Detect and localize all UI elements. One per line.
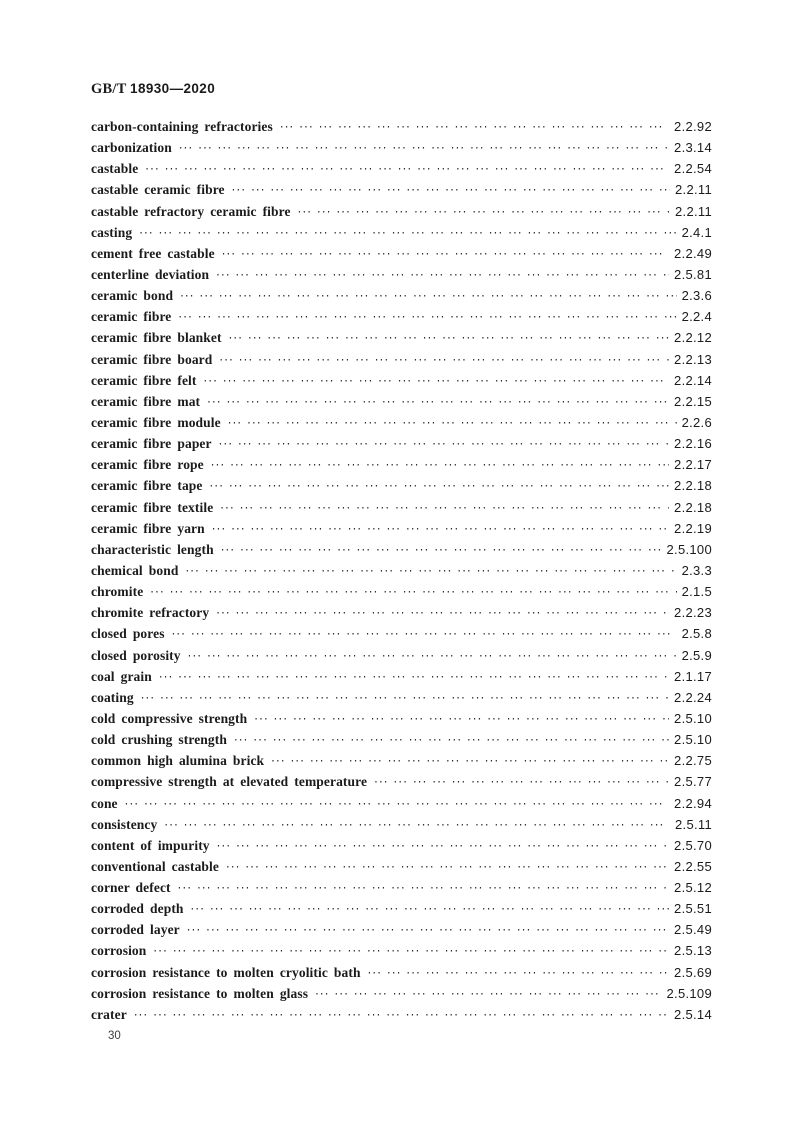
index-entry [91,477,712,498]
index-ref: 2.2.4 [681,309,712,325]
index-term: ceramic fibre board [91,351,213,367]
index-ref: 2.2.11 [675,203,712,219]
dot-leader [216,266,669,284]
index-term: coal grain [91,668,152,684]
dot-leader [188,647,677,665]
index-entry [91,625,712,646]
dot-leader [139,224,676,242]
index-ref: 2.5.69 [674,964,712,980]
index-ref: 2.5.70 [674,837,712,853]
dot-leader [368,964,669,982]
dot-leader [125,795,669,813]
index-ref: 2.5.51 [674,901,712,917]
index-term: ceramic fibre yarn [91,520,205,536]
dot-leader [220,499,669,517]
index-entry [91,456,712,477]
dot-leader [216,604,669,622]
index-ref: 2.5.77 [674,774,712,790]
index-term: ceramic fibre rope [91,457,204,473]
dot-leader [254,710,669,728]
index-entry [91,879,712,900]
index-ref: 2.2.11 [675,182,712,198]
index-term: chromite [91,584,144,600]
index-ref: 2.5.100 [666,541,712,557]
index-term: corrosion resistance to molten glass [91,985,309,1001]
index-term: carbonization [91,140,172,156]
index-term: ceramic fibre felt [91,372,197,388]
index-entry [91,118,712,139]
index-ref: 2.2.6 [681,414,712,430]
index-entry [91,414,712,435]
index-entry [91,731,712,752]
index-ref: 2.2.16 [674,436,712,452]
index-ref: 2.2.18 [674,499,712,515]
index-entry [91,287,712,308]
index-entry [91,837,712,858]
index-ref: 2.5.14 [674,1006,712,1022]
standard-code-prefix: GB/T [91,81,127,97]
index-term: cement free castable [91,245,215,261]
index-ref: 2.3.14 [674,140,712,156]
index-ref: 2.5.12 [674,880,712,896]
index-entry [91,858,712,879]
index-entry [91,1006,712,1027]
index-term: ceramic fibre [91,309,172,325]
dot-leader [178,308,676,326]
index-term: carbon-containing refractories [91,119,273,134]
index-term: casting [91,224,133,240]
index-term: centerline deviation [91,266,210,282]
index-ref: 2.2.19 [674,520,712,536]
index-ref: 2.2.55 [674,858,712,874]
index-term: ceramic fibre blanket [91,330,222,346]
index-entry [91,668,712,689]
dot-leader [221,541,662,559]
index-term: ceramic bond [91,288,174,304]
index-entry [91,224,712,245]
dot-leader [217,837,669,855]
index-term: consistency [91,816,158,832]
index-entry [91,329,712,350]
index-ref: 2.2.75 [674,753,712,769]
dot-leader [219,435,669,453]
index-term: common high alumina brick [91,753,265,769]
index-ref: 2.5.13 [674,943,712,959]
index-entry [91,562,712,583]
index-ref: 2.2.15 [674,393,712,409]
index-term: coating [91,689,134,705]
dot-leader [134,1006,669,1024]
index-entry [91,372,712,393]
index-term: ceramic fibre mat [91,393,201,409]
index-ref: 2.2.92 [674,119,712,134]
dot-leader [204,372,670,390]
index-entry [91,816,712,837]
index-entry [91,245,712,266]
index-entry [91,583,712,604]
dot-leader [172,625,677,643]
index-ref: 2.5.10 [674,710,712,726]
index-term: content of impurity [91,837,210,853]
index-term: closed pores [91,626,165,642]
index-entry [91,964,712,985]
index-entry [91,604,712,625]
index-term: castable ceramic fibre [91,182,225,198]
index-entry [91,710,712,731]
index-entry [91,393,712,414]
standard-code [91,0,712,98]
index-entry [91,900,712,921]
index-term: corroded layer [91,922,180,938]
index-term: chromite refractory [91,605,210,621]
index-ref: 2.1.17 [674,668,712,684]
index-ref: 2.2.18 [674,478,712,494]
index-term: corner defect [91,880,171,896]
index-term: castable refractory ceramic fibre [91,203,291,219]
dot-leader [234,731,669,749]
index-entry [91,435,712,456]
index-entry [91,921,712,942]
index-term: ceramic fibre textile [91,499,214,515]
dot-leader [180,287,677,305]
index-ref: 2.3.6 [681,288,712,304]
dot-leader [228,414,677,432]
index-entry [91,752,712,773]
index-entry [91,541,712,562]
dot-leader [187,921,669,939]
dot-leader [210,477,670,495]
index-ref: 2.1.5 [681,584,712,600]
index-ref: 2.2.94 [674,795,712,811]
dot-leader [315,985,661,1003]
standard-code-number: 18930—2020 [130,81,216,96]
dot-leader [153,942,669,960]
index-term: corrosion resistance to molten cryolitic bath [91,964,361,980]
index-ref: 2.5.109 [666,985,712,1001]
index-entry [91,181,712,202]
dot-leader [178,879,669,897]
dot-leader [298,203,670,221]
index-ref: 2.5.11 [675,816,712,832]
dot-leader [145,160,669,178]
dot-leader [229,329,669,347]
dot-leader [374,773,669,791]
index-term: ceramic fibre tape [91,478,203,494]
dot-leader [226,858,669,876]
index-term: characteristic length [91,541,214,557]
index-term: ceramic fibre paper [91,436,212,452]
index-term: cold compressive strength [91,710,248,726]
index-ref: 2.5.81 [674,266,712,282]
index-ref: 2.3.3 [681,562,712,578]
index-term: cold crushing strength [91,732,227,748]
index-ref: 2.5.8 [681,626,712,642]
index-entry [91,266,712,287]
dot-leader [222,245,669,263]
index-term: cone [91,795,118,811]
index-entry [91,647,712,668]
dot-leader [232,181,670,199]
index-ref: 2.5.10 [674,732,712,748]
index-entry [91,795,712,816]
index-ref: 2.5.9 [681,647,712,663]
dot-leader [207,393,669,411]
index-entry [91,773,712,794]
index-ref: 2.2.13 [674,351,712,367]
index-ref: 2.2.23 [674,605,712,621]
dot-leader [179,139,669,157]
index-term: corroded depth [91,901,184,917]
index-entry [91,139,712,160]
index-term: chemical bond [91,562,179,578]
index-ref: 2.2.14 [674,372,712,388]
index-entry [91,942,712,963]
dot-leader [191,900,670,918]
index-term: closed porosity [91,647,181,663]
index-list [91,118,712,1027]
index-term: ceramic fibre module [91,414,221,430]
dot-leader [219,351,669,369]
index-entry [91,308,712,329]
index-term: crater [91,1006,127,1022]
dot-leader [164,816,670,834]
index-ref: 2.4.1 [681,224,712,240]
index-ref: 2.2.49 [674,245,712,261]
index-entry [91,520,712,541]
index-term: castable [91,161,139,177]
index-term: compressive strength at elevated temperature [91,774,368,790]
index-entry [91,689,712,710]
index-entry [91,351,712,372]
page-number: 30 [108,1030,121,1043]
dot-leader [211,456,669,474]
index-entry [91,160,712,181]
dot-leader [159,668,669,686]
dot-leader [280,118,669,136]
index-ref: 2.2.24 [674,689,712,705]
dot-leader [185,562,676,580]
index-ref: 2.2.17 [674,457,712,473]
index-entry [91,985,712,1006]
index-entry [91,203,712,224]
index-ref: 2.5.49 [674,922,712,938]
index-ref: 2.2.54 [674,161,712,177]
dot-leader [150,583,676,601]
dot-leader [212,520,669,538]
index-term: conventional castable [91,858,219,874]
dot-leader [141,689,669,707]
dot-leader [271,752,669,770]
index-entry [91,499,712,520]
index-term: corrosion [91,943,147,959]
index-ref: 2.2.12 [674,330,712,346]
